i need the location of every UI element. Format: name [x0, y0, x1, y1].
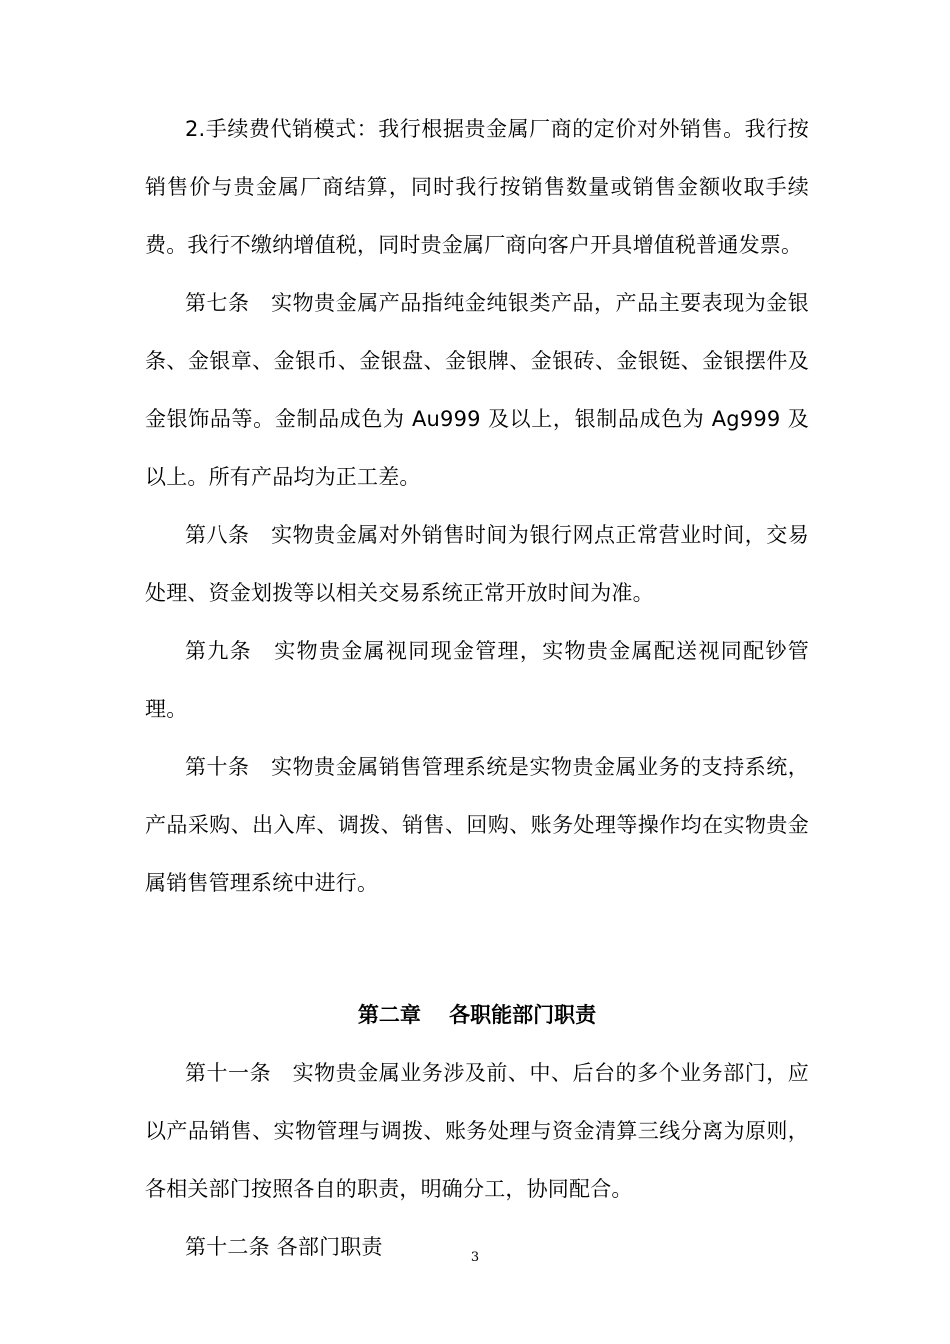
- document-page: [145, 100, 809, 1276]
- paragraph-article-11: 第十一条 实物贵金属业务涉及前、中、后台的多个业务部门，应以产品销售、实物管理与调拨、账务处理与资金清算三线分离为原则，各相关部门按照各自的职责，明确分工，协同配合。: [145, 1061, 809, 1201]
- paragraph-article-7: 第七条 实物贵金属产品指纯金纯银类产品，产品主要表现为金银条、金银章、金银币、金银盘、金银牌、金银砖、金银铤、金银摆件及金银饰品等。金制品成色为 Au999 及以上，银制品成色为 Ag999 及以上。所有产品均为正工差。: [145, 291, 809, 489]
- paragraph-article-8: 第八条 实物贵金属对外销售时间为银行网点正常营业时间，交易处理、资金划拨等以相关交易系统正常开放时间为准。: [145, 523, 809, 605]
- page-number: 3: [470, 1250, 480, 1265]
- paragraph-article-12: 第十二条 各部门职责: [185, 1235, 383, 1259]
- paragraph-sales-mode: 2.手续费代销模式：我行根据贵金属厂商的定价对外销售。我行按销售价与贵金属厂商结算，同时我行按销售数量或销售金额收取手续费。我行不缴纳增值税，同时贵金属厂商向客户开具增值税普通发票。: [145, 117, 809, 257]
- chapter-heading: 第二章 各职能部门职责: [357, 1003, 597, 1027]
- paragraph-article-10: 第十条 实物贵金属销售管理系统是实物贵金属业务的支持系统，产品采购、出入库、调拨、销售、回购、账务处理等操作均在实物贵金属销售管理系统中进行。: [145, 755, 809, 895]
- paragraph-article-9: 第九条 实物贵金属视同现金管理，实物贵金属配送视同配钞管理。: [145, 639, 809, 721]
